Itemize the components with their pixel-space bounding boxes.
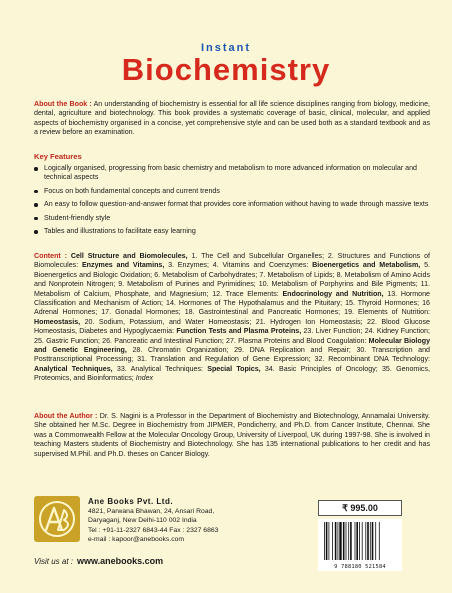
bullet-icon (34, 230, 38, 234)
about-book-text: An understanding of biochemistry is essential for all life science disciplines ranging from biology, medicine, dental, agriculture and biotechnology. This book provides a systematic coverage of basic, clinical, molecular, and applied aspects of biochemistry organised in a concise, yet comprehensive style and can be used both as a standard textbook and as a review before an examination. (34, 100, 430, 137)
publisher-address-line1: 4821, Parwana Bhawan, 24, Ansari Road, (88, 507, 215, 515)
content-text (34, 252, 430, 382)
publisher-address-line2: Daryaganj, New Delhi-110 002 India (88, 517, 197, 525)
key-features-heading: Key Features (34, 152, 82, 161)
content-segment: Endocrinology and Nutrition, (282, 289, 384, 298)
barcode-icon (318, 519, 402, 563)
barcode-bar (332, 522, 333, 560)
visit-label: Visit us at : (34, 557, 73, 566)
about-author-label: About the Author : (34, 412, 98, 420)
content-segment: Special Topics, (207, 364, 261, 373)
content-segment: 28. Chromatin Organization; 29. DNA Replication and Repair; 30. Transcription and Posttranscriptional Processing; 31. Translation and Regulation of Gene Expression; 32. Recombinant DNA Technology: (34, 346, 430, 364)
content-segment: Function Tests and Plasma Proteins, (176, 327, 302, 336)
list-item: Student-friendly style (34, 214, 430, 223)
content-segment: Enzymes and Vitamins, (81, 261, 165, 270)
barcode-bar (367, 522, 369, 560)
barcode-bar (350, 522, 352, 560)
content-segment: 13. Hormone Classification and Mechanism of Action; 14. Hormones of The Hypothalamus and the Pituitary; 15. Thyroid Hormones; 16 Adrenal Hormones; 17. Gonadal Hormones; 18. Gastrointestinal and Pancreatic Hormones; 19. Elements of Nutrition: (34, 289, 430, 317)
about-the-book (34, 100, 430, 138)
barcode-bar (338, 522, 339, 560)
publisher-logo-icon (34, 496, 80, 542)
content-label: Content : (34, 252, 67, 260)
barcode-bar (346, 522, 347, 560)
bullet-icon (34, 190, 38, 194)
barcode-bar (329, 522, 330, 560)
content-segment: 34. Basic Principles of Oncology; 35. Genomics, Proteomics, and Bioinformatics; (34, 364, 430, 383)
list-item: An easy to follow question-and-answer format that provides core information without having to wade through massive texts (34, 200, 430, 209)
barcode-bar (370, 522, 371, 560)
series-label: Instant (200, 42, 252, 54)
table-of-contents (34, 252, 430, 384)
barcode-bar (359, 522, 360, 560)
list-item: Tables and illustrations to facilitate easy learning (34, 227, 430, 236)
barcode-bar (339, 522, 341, 560)
about-book-label: About the Book : (34, 100, 92, 108)
content-segment: Analytical Techniques, (34, 364, 113, 373)
list-item: Focus on both fundamental concepts and current trends (34, 187, 430, 196)
content-segment: Molecular Biology and Genetic Engineering, (34, 336, 431, 355)
content-segment: Cell Structure and Biomolecules, (70, 252, 188, 260)
barcode-bar (326, 522, 328, 560)
content-segment: 33. Analytical Techniques: (112, 364, 208, 373)
barcode-bar (379, 522, 380, 560)
content-segment: 1. The Cell and Subcellular Organelles; 2. Structures and Functions of Biomolecules: (34, 252, 430, 270)
about-author-text: Dr. S. Nagini is a Professor in the Department of Biochemistry and Biotechnology, Annamalai University. She obtained her M.Sc. Degree in Biochemistry from JIPMER, Pondicherry, and Ph.D. from Cancer Institute, Chennai. She was a Commonwealth Fellow at the Molecular Oncology Group, University of Liverpool, UK during 1997-98. She is involved in teaching Masters students of Biochemistry and Biotechnology. She has 135 international publications to her credit and has supervised M.Phil. and Ph.D. theses on Cancer Biology. (34, 412, 430, 458)
barcode-bar (343, 522, 345, 560)
barcode-bar (375, 522, 376, 560)
about-the-author (34, 412, 430, 459)
barcode-bar (348, 522, 349, 560)
barcode-bar (362, 522, 363, 560)
barcode-bar (324, 522, 325, 560)
list-item: Logically organised, progressing from basic chemistry and metabolism to more advanced information on molecular and technical aspects (34, 164, 430, 183)
content-segment: 23. Liver Function; 24. Kidney Function; 25. Gastric Function; 26. Pancreatic and Intestinal Function; 27. Plasma Proteins and Blood Coagulation: (34, 327, 430, 345)
content-segment: Homeostasis, (34, 317, 81, 326)
barcode-number: 9 788180 521584 (334, 564, 386, 570)
barcode (318, 519, 402, 571)
key-features-list (34, 164, 430, 240)
publisher-name: Ane Books Pvt. Ltd. (88, 497, 174, 506)
barcode-bar (335, 522, 337, 560)
bullet-icon (34, 217, 38, 221)
publisher-info (88, 497, 238, 545)
content-segment: 20. Sodium, Potassium, and Water Homeostasis; 21. Hydrogen Ion Homeostasis; 22. Blood Glucose Homeostasis, Diabetes and Hypoglycaemia: (34, 317, 430, 336)
publisher-phone: Tel : +91-11-2327 6843-44 Fax : 2327 6863 (88, 526, 219, 534)
content-segment: Index (135, 374, 154, 383)
publisher-website (34, 556, 163, 566)
barcode-bar (356, 522, 358, 560)
barcode-bar (355, 522, 356, 560)
barcode-bar (372, 522, 374, 560)
content-segment: 5. Bioenergetics and Biologic Oxidation; 6. Metabolism of Carbohydrates; 7. Metabolism of Lipids; 8. Metabolism of Amino Acids and Nonprotein Nitrogen; 9. Metabolism of Purines and Pyrimidines; 10. Metabolism of Porphyrins and Bile Pigments; 11. Metabolism of Calcium, Phosphate, and Magnesium; 12. Trace Elements: (34, 261, 430, 298)
content-segment: 3. Enzymes; 4. Vitamins and Coenzymes: (164, 261, 313, 270)
content-segment: Bioenergetics and Metabolism, (312, 261, 421, 270)
price-tag: ₹ 995.00 (318, 500, 402, 516)
book-title: Biochemistry (121, 52, 331, 87)
bullet-icon (34, 203, 38, 207)
publisher-email: e-mail : kapoor@anebooks.com (88, 536, 185, 544)
website-link[interactable]: www.anebooks.com (76, 556, 164, 566)
barcode-bar (365, 522, 366, 560)
bullet-icon (34, 167, 38, 171)
